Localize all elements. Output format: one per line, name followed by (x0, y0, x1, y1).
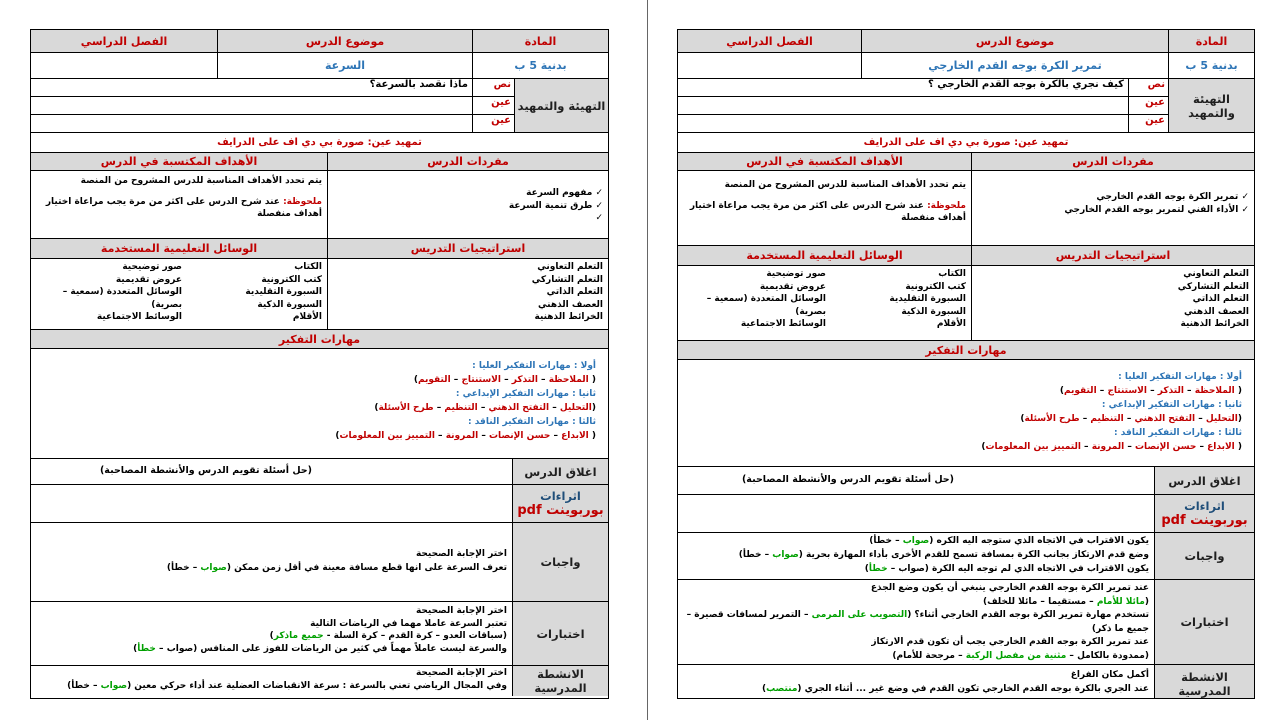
note-text: عند شرح الدرس على اكثر من مرة يجب مراعاة اختيار أهداف منفصلة (45, 196, 322, 219)
semester-value (678, 53, 861, 78)
vocab-label: مفردات الدرس (971, 153, 1254, 170)
aid-item: عروض تقديمية (759, 281, 826, 292)
thinking-l3-items: ( الابداع – حسن الإنصات – المرونة – التمييز بين المعلومات) (335, 431, 596, 441)
tamheed-text: تمهيد عين: صورة بي دي اف على الدرايف (863, 137, 1069, 148)
tamheed-text: تمهيد عين: صورة بي دي اف على الدرايف (217, 137, 422, 148)
strategies-aids-header (31, 239, 608, 259)
homework-line: يكون الاقتراب في الاتجاه الذي لم توجه اليه الكرة (صواب – خطأ) (864, 564, 1149, 574)
intro-question: ماذا نقصد بالسرعة؟ (31, 79, 472, 97)
tests-label: اختبارات (1154, 580, 1254, 664)
closing-row (31, 459, 608, 485)
topic-label: موضوع الدرس (217, 30, 472, 52)
activities-text (31, 666, 512, 696)
subject-value: بدنية 5 ب (472, 53, 608, 78)
enrich-label-2: بوربوينت pdf (517, 503, 604, 518)
vocab-objectives-body (678, 171, 1254, 246)
intro-lines (31, 79, 472, 132)
thinking-l1-items: ( الملاحظة – التذكر – الاستنتاج – التقويم) (1059, 386, 1242, 396)
intro-codes (472, 79, 514, 132)
tests-line: اختر الإجابة الصحيحة (415, 606, 507, 616)
values-row (678, 53, 1254, 79)
vocab-item (333, 212, 603, 225)
thinking-l1-items: ( الملاحظة – التذكر – الاستنتاج – التقويم) (413, 375, 596, 385)
homework-line: يكون الاقتراب في الاتجاه الذي ستوجه اليه الكره (صواب – خطأ) (869, 536, 1149, 546)
aid-item: كتب الكترونية (905, 281, 966, 292)
thinking-l2-items: (التحليل – التفتح الذهني – التنظيم – طرح الأسئلة) (1020, 414, 1242, 424)
aid-item: كتب الكترونية (261, 274, 322, 285)
strategies-aids-body (31, 259, 608, 330)
aids-col-1 (182, 261, 322, 327)
ain-code-2: عين (1145, 115, 1165, 126)
strategies-label: استراتيجيات التدريس (971, 246, 1254, 265)
activities-text (678, 665, 1154, 699)
objectives-note (683, 200, 966, 225)
aid-item: السبورة الذكية (257, 299, 322, 310)
tests-line: (مائلا للأمام – مستقيما – مائلا للخلف) (982, 596, 1149, 607)
vocab-list (971, 171, 1254, 245)
thinking-l1-title: أولا : مهارات التفكير العليا : (1118, 372, 1242, 382)
thinking-l2-title: ثانيا : مهارات التفكير الإبداعي : (455, 389, 596, 399)
activities-label: الانشطة المدرسية (1154, 665, 1254, 699)
strategy-item: العصف الذهني (1184, 306, 1249, 317)
enrich-label (512, 485, 608, 522)
aid-item: الوسائط الاجتماعية (96, 312, 182, 322)
enrich-label-1: اثراءات (1184, 499, 1225, 513)
header-row (31, 30, 608, 53)
closing-row (678, 467, 1254, 495)
aids-col-2 (683, 268, 826, 338)
activities-line: أكمل مكان الفراغ (1070, 670, 1149, 680)
aids-label: الوسائل التعليمية المستخدمة (31, 239, 327, 258)
nas-code: نص (473, 79, 514, 97)
activities-line: اختر الإجابة الصحيحة (415, 668, 507, 678)
tests-line: (ممدودة بالكامل – مثنية من مفصل الركبة – مرجحة للأمام) (892, 650, 1149, 661)
thinking-label: مهارات التفكير (31, 330, 608, 348)
aid-item: الوسائط الاجتماعية (740, 319, 826, 329)
vocab-item: ✓ طرق تنمية السرعة (333, 200, 603, 213)
tests-line: عند تمرير الكرة بوجه القدم الخارجي يجب أن تكون قدم الارتكاز (871, 637, 1149, 647)
closing-text: (حل أسئلة تقويم الدرس والأنشطة المصاحبة) (99, 465, 312, 477)
note-label: ملحوظة: (927, 200, 966, 211)
homework-row (678, 533, 1254, 580)
aid-item: الأقلام (292, 312, 322, 322)
aid-item: الكتاب (294, 262, 322, 272)
note-text: عند شرح الدرس على اكثر من مرة يجب مراعاة اختيار أهداف منفصلة (689, 200, 966, 223)
aids-lists (678, 266, 971, 340)
aid-item: عروض تقديمية (115, 274, 182, 285)
activities-line: وفي المجال الرياضي تعني بالسرعة : سرعة الانقباضات العضلية عند أداء حركي معين (صواب – خطأ) (67, 681, 507, 691)
thinking-text (678, 360, 1254, 466)
thinking-l1-title: أولا : مهارات التفكير العليا : (472, 361, 596, 371)
thinking-text (31, 349, 608, 458)
thinking-l2-items: (التحليل – التفتح الذهني – التنظيم – طرح الأسئلة) (374, 403, 596, 413)
strategy-item: التعلم التعاوني (1183, 269, 1249, 279)
subject-value: بدنية 5 ب (1168, 53, 1254, 78)
aid-item: الكتاب (938, 269, 966, 279)
aid-item: السبورة الذكية (901, 306, 966, 317)
thinking-l2-title: ثانيا : مهارات التفكير الإبداعي : (1101, 400, 1242, 410)
homework-text (31, 523, 512, 601)
aids-col-1 (826, 268, 966, 338)
semester-value (31, 53, 217, 78)
activities-label: الانشطة المدرسية (512, 666, 608, 696)
aid-item: الأقلام (936, 319, 966, 329)
tests-line: والسرعة ليست عاملاً مهماً في كثير من الرياضات للفوز على المنافس (صواب – خطأ) (133, 643, 507, 654)
vocab-objectives-body (31, 171, 608, 239)
strategy-item: التعلم التعاوني (537, 262, 603, 272)
lesson-plan-right (677, 29, 1255, 699)
semester-label: الفصل الدراسي (31, 30, 217, 52)
thinking-label: مهارات التفكير (678, 341, 1254, 359)
enrich-label-2: بوربوينت pdf (1161, 513, 1248, 528)
intro-label: التهيئة والتمهيد (514, 79, 608, 132)
strategy-item: التعلم التشاركي (1177, 281, 1249, 292)
tests-line: تستخدم مهارة تمرير الكرة بوجه القدم الخارجي أثناء؟ (التصويب على المرمى – التمرير لمسافات قصيرة – جميع ما ذكر) (686, 610, 1149, 634)
activities-row (678, 665, 1254, 699)
ain-code-1: عين (473, 97, 514, 115)
header-row (678, 30, 1254, 53)
vocab-item: ✓ مفهوم السرعة (333, 187, 603, 200)
thinking-body (678, 360, 1254, 467)
homework-line: اختر الإجابة الصحيحة (415, 549, 507, 559)
strategy-item: الخرائط الذهنية (534, 312, 603, 322)
enrich-row (678, 495, 1254, 533)
aid-item: صور توضيحية (122, 262, 182, 272)
enrich-label (1154, 495, 1254, 532)
strategy-item: العصف الذهني (538, 299, 603, 310)
strategy-item: التعلم التشاركي (531, 274, 603, 285)
page-divider-line (647, 0, 648, 720)
vocab-item: ✓ الأداء الفني لتمرير بوجه القدم الخارجي (977, 204, 1249, 217)
intro-question: كيف نجري بالكرة بوجه القدم الخارجي ؟ (678, 79, 1128, 97)
enrich-content (678, 495, 1154, 532)
vocab-objectives-header (678, 153, 1254, 171)
enrich-content (31, 485, 512, 522)
closing-label: اغلاق الدرس (1154, 467, 1254, 494)
activities-line: عند الجري بالكرة بوجه القدم الخارجي تكون القدم في وضع غير ... أثناء الجري (منتصب) (761, 684, 1149, 694)
strategies-aids-header (678, 246, 1254, 266)
note-label: ملحوظة: (283, 196, 322, 207)
homework-text (678, 533, 1154, 579)
thinking-body (31, 349, 608, 459)
thinking-l3-title: ثالثا : مهارات التفكير الناقد : (1114, 428, 1242, 438)
objectives-label: الأهداف المكتسبة في الدرس (678, 153, 971, 170)
objectives-note (36, 196, 322, 221)
objectives-text (678, 171, 971, 245)
intro-label: التهيئة والتمهيد (1168, 79, 1254, 132)
strategies-label: استراتيجيات التدريس (327, 239, 608, 258)
intro-row (31, 79, 608, 133)
aid-item: السبورة التقليدية (245, 287, 322, 297)
thinking-l3-title: ثالثا : مهارات التفكير الناقد : (468, 417, 596, 427)
aid-item: صور توضيحية (766, 269, 826, 279)
objectives-text (31, 171, 327, 238)
tests-line: (سباقات العدو – كرة القدم – كرة السلة - جميع ماذكر) (269, 631, 507, 641)
enrich-label-1: اثراءات (540, 489, 581, 503)
tests-text (678, 580, 1154, 664)
nas-code: نص (1129, 79, 1168, 97)
aid-item: الوسائل المتعددة (سمعية – (706, 294, 826, 304)
closing-text: (حل أسئلة تقويم الدرس والأنشطة المصاحبة) (741, 474, 954, 486)
tests-text (31, 602, 512, 665)
tests-label: اختبارات (512, 602, 608, 665)
thinking-header (678, 341, 1254, 360)
topic-value: السرعة (217, 53, 472, 78)
homework-line: وضع قدم الارتكاز بجانب الكرة بمسافة تسمح للقدم الأخرى بأداء المهارة بحرية (صواب – خطأ) (738, 550, 1149, 560)
strategy-item: التعلم الذاتي (546, 287, 603, 297)
aids-col-2 (36, 261, 182, 327)
semester-label: الفصل الدراسي (678, 30, 861, 52)
vocab-item: ✓ تمرير الكرة بوجه القدم الخارجي (977, 191, 1249, 204)
vocab-list (327, 171, 608, 238)
activities-row (31, 666, 608, 696)
closing-label: اغلاق الدرس (512, 459, 608, 484)
strategies-aids-body (678, 266, 1254, 341)
tests-row (678, 580, 1254, 665)
strategy-item: التعلم الذاتي (1192, 294, 1249, 304)
enrich-row (31, 485, 608, 523)
aids-lists (31, 259, 327, 329)
aid-item: السبورة التقليدية (889, 294, 966, 304)
strategies-list (971, 266, 1254, 340)
objectives-main: يتم تحدد الأهداف المناسبة للدرس المشروح من المنصة (80, 176, 322, 186)
tests-row (31, 602, 608, 666)
strategies-list (327, 259, 608, 329)
topic-label: موضوع الدرس (861, 30, 1168, 52)
subject-label: المادة (1168, 30, 1254, 52)
aid-item: بصرية) (151, 299, 182, 310)
thinking-header (31, 330, 608, 349)
homework-label: واجبات (512, 523, 608, 601)
tests-line: عند تمرير الكرة بوجه القدم الخارجي ينبغي أن يكون وضع الجذع (870, 583, 1149, 593)
intro-row (678, 79, 1254, 133)
homework-row (31, 523, 608, 602)
intro-codes (1128, 79, 1168, 132)
topic-value: تمرير الكرة بوجه القدم الخارجي (861, 53, 1168, 78)
thinking-l3-items: ( الابداع – حسن الإنصات – المرونة – التمييز بين المعلومات) (981, 442, 1242, 452)
objectives-label: الأهداف المكتسبة في الدرس (31, 153, 327, 170)
strategy-item: الخرائط الذهنية (1180, 319, 1249, 329)
homework-line: تعرف السرعة على انها قطع مسافة معينة في أقل زمن ممكن (صواب – خطأ) (166, 563, 507, 573)
lesson-plan-left (30, 29, 609, 699)
ain-code-1: عين (1129, 97, 1168, 115)
homework-label: واجبات (1154, 533, 1254, 579)
aids-label: الوسائل التعليمية المستخدمة (678, 246, 971, 265)
tamheed-row (31, 133, 608, 153)
aid-item: بصرية) (795, 306, 826, 317)
vocab-label: مفردات الدرس (327, 153, 608, 170)
aid-item: الوسائل المتعددة (سمعية – (62, 287, 182, 297)
objectives-main: يتم تحدد الأهداف المناسبة للدرس المشروح من المنصة (724, 180, 966, 190)
values-row (31, 53, 608, 79)
subject-label: المادة (472, 30, 608, 52)
vocab-objectives-header (31, 153, 608, 171)
tests-line: تعتبر السرعة عاملا مهما في الرياضات التالية (310, 618, 507, 629)
ain-code-2: عين (491, 115, 511, 126)
tamheed-row (678, 133, 1254, 153)
intro-lines (678, 79, 1128, 132)
